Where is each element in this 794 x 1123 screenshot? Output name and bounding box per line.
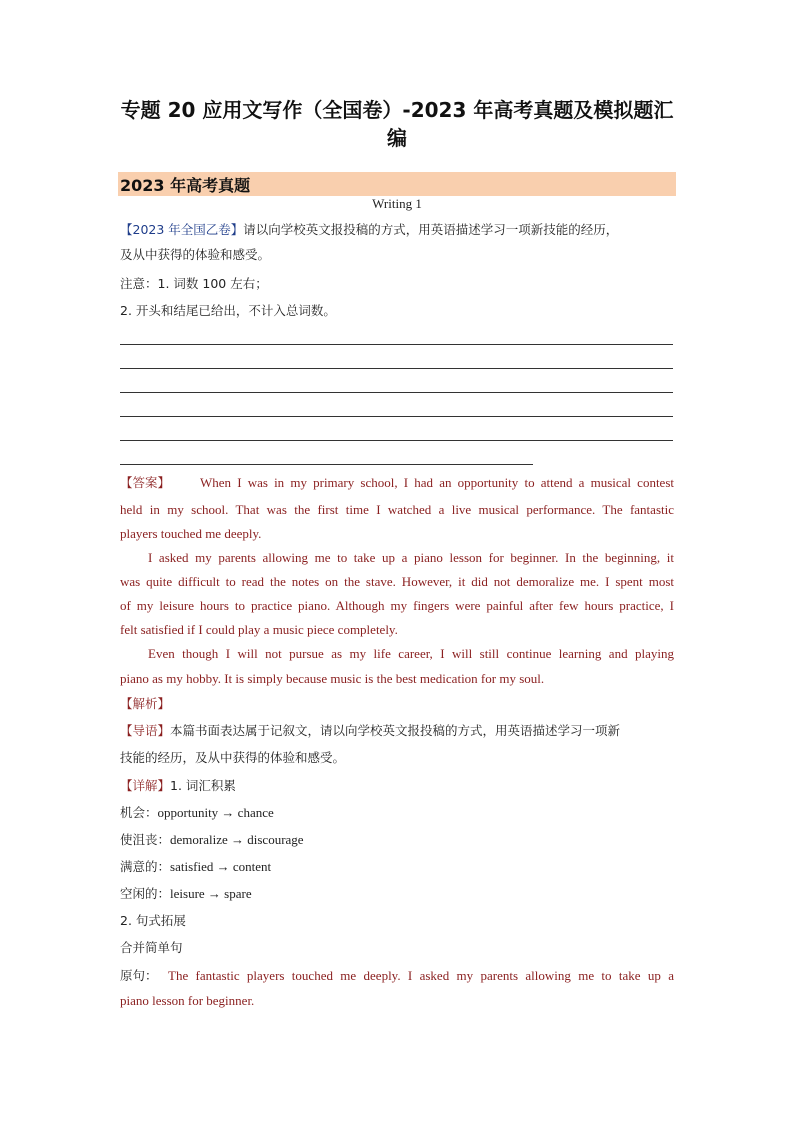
question-source: 【2023 年全国乙卷】 xyxy=(120,222,244,237)
answer-p3-line-1: Even though I will not pursue as my life career, I will still continue learning and playing xyxy=(148,646,674,661)
guide-label: 【导语】 xyxy=(120,723,171,738)
guide-line-1 xyxy=(120,722,620,740)
vocab-cn: 满意的： xyxy=(120,859,171,874)
title-line-2: 编 xyxy=(387,126,407,150)
answer-p1-line-2: held in my school. That was the first time I watched a live musical performance. The fantastic xyxy=(120,502,674,517)
answer-first-line xyxy=(120,474,674,493)
vocab-item xyxy=(120,885,252,904)
answer-p1-line-3: players touched me deeply. xyxy=(120,526,262,541)
writing-line xyxy=(120,344,673,345)
section-title: 2023 年高考真题 xyxy=(120,176,251,195)
vocab-en: satisfied → content xyxy=(170,859,272,874)
writing-line xyxy=(120,368,673,369)
guide-text-2: 技能的经历，及从中获得的体验和感受。 xyxy=(120,750,346,765)
original-text-2: piano lesson for beginner. xyxy=(120,993,255,1008)
vocab-en: opportunity → chance xyxy=(157,805,274,820)
vocab-en: demoralize → discourage xyxy=(170,832,304,847)
answer-p2-line-4: felt satisfied if I could play a music piece completely. xyxy=(120,622,398,637)
vocab-cn: 使沮丧： xyxy=(120,832,171,847)
vocab-item xyxy=(120,804,274,823)
analysis-label: 【解析】 xyxy=(120,696,171,711)
detail-line xyxy=(120,777,236,795)
answer-p2-line-3: of my leisure hours to practice piano. Although my fingers were painful after few hours practice, I xyxy=(120,598,674,613)
writing-number: Writing 1 xyxy=(372,196,422,211)
writing-line xyxy=(120,392,673,393)
title-line-1: 专题 20 应用文写作（全国卷）-2023 年高考真题及模拟题汇 xyxy=(120,98,674,122)
answer-p2-line-1: I asked my parents allowing me to take up a piano lesson for beginner. In the beginning, it xyxy=(148,550,674,565)
section-header xyxy=(118,172,676,196)
note-2: 2. 开头和结尾已给出，不计入总词数。 xyxy=(120,303,336,318)
question-text-2: 及从中获得的体验和感受。 xyxy=(120,247,271,262)
writing-line xyxy=(120,416,673,417)
guide-text-1: 本篇书面表达属于记叙文，请以向学校英文报投稿的方式，用英语描述学习一项新 xyxy=(170,723,621,738)
sentence-subtitle: 合并简单句 xyxy=(120,940,183,955)
question-line-1 xyxy=(120,221,618,239)
sentence-title: 2. 句式拓展 xyxy=(120,913,186,928)
writing-line xyxy=(120,440,673,441)
answer-label: 【答案】 xyxy=(120,475,171,490)
question-text-1: 请以向学校英文报投稿的方式，用英语描述学习一项新技能的经历， xyxy=(243,222,619,237)
vocab-item xyxy=(120,831,304,850)
detail-label: 【详解】 xyxy=(120,778,171,793)
vocab-cn: 机会： xyxy=(120,805,158,820)
vocab-en: leisure → spare xyxy=(170,886,252,901)
vocab-cn: 空闲的： xyxy=(120,886,171,901)
detail-title: 1. 词汇积累 xyxy=(170,778,236,793)
answer-p1-line-1: When I was in my primary school, I had an opportunity to attend a musical contest xyxy=(200,475,674,490)
answer-p3-line-2: piano as my hobby. It is simply because music is the best medication for my soul. xyxy=(120,671,545,686)
answer-p2-line-2: was quite difficult to read the notes on the stave. However, it did not demoralize me. I spent most xyxy=(120,574,674,589)
original-text-1: The fantastic players touched me deeply. I asked my parents allowing me to take up a xyxy=(168,968,674,983)
vocab-item xyxy=(120,858,271,877)
document-title xyxy=(100,96,694,152)
original-line-1 xyxy=(120,967,674,986)
original-label: 原句： xyxy=(120,968,158,983)
note-1: 注意：1. 词数 100 左右； xyxy=(120,276,268,291)
writing-line xyxy=(120,464,533,465)
